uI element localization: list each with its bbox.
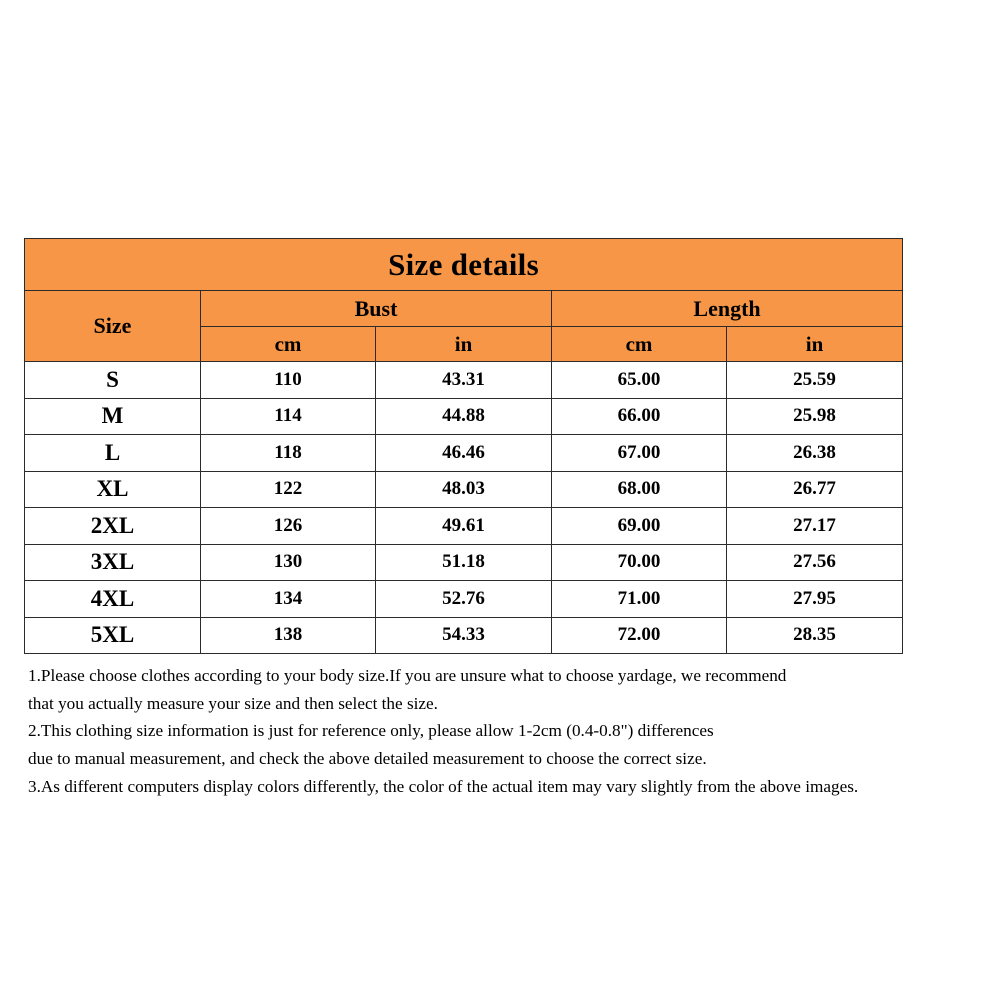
table-row [25,435,903,472]
group-header-row [25,291,903,327]
bust-in-cell: 54.33 [376,617,552,654]
length-in-cell: 27.17 [727,508,903,545]
length-in-header: in [727,327,903,362]
bust-in-cell: 52.76 [376,581,552,618]
bust-cm-cell: 130 [201,544,376,581]
length-in-cell: 28.35 [727,617,903,654]
size-label-cell: XL [25,471,201,508]
size-label-cell: 5XL [25,617,201,654]
bust-cm-cell: 110 [201,362,376,399]
bust-cm-cell: 114 [201,398,376,435]
length-in-cell: 27.56 [727,544,903,581]
table-row [25,581,903,618]
bust-in-cell: 46.46 [376,435,552,472]
length-group-header: Length [552,291,903,327]
size-label-cell: S [25,362,201,399]
length-in-cell: 25.98 [727,398,903,435]
table-row [25,508,903,545]
length-cm-cell: 69.00 [552,508,727,545]
bust-in-header: in [376,327,552,362]
note-line: 3.As different computers display colors differently, the color of the actual item may vary slightly from the above images. [28,776,859,796]
title-row [25,239,903,291]
size-label-cell: M [25,398,201,435]
table-title: Size details [25,239,903,291]
bust-cm-cell: 126 [201,508,376,545]
size-notes [28,662,993,801]
note-line: due to manual measurement, and check the above detailed measurement to choose the correct size. [28,749,707,769]
table-row [25,362,903,399]
size-label-cell: 2XL [25,508,201,545]
size-label-cell: 3XL [25,544,201,581]
length-cm-cell: 72.00 [552,617,727,654]
length-in-cell: 26.77 [727,471,903,508]
bust-in-cell: 43.31 [376,362,552,399]
note-line: that you actually measure your size and then select the size. [28,693,438,713]
size-label-cell: L [25,435,201,472]
size-table [24,238,903,654]
bust-in-cell: 44.88 [376,398,552,435]
length-cm-cell: 66.00 [552,398,727,435]
length-in-cell: 26.38 [727,435,903,472]
length-cm-cell: 68.00 [552,471,727,508]
bust-in-cell: 49.61 [376,508,552,545]
table-row [25,398,903,435]
bust-cm-cell: 134 [201,581,376,618]
table-row [25,544,903,581]
note-line: 2.This clothing size information is just for reference only, please allow 1-2cm (0.4-0.8") differences [28,721,714,741]
bust-in-cell: 51.18 [376,544,552,581]
length-in-cell: 25.59 [727,362,903,399]
length-cm-cell: 71.00 [552,581,727,618]
size-column-header: Size [25,291,201,362]
length-cm-cell: 70.00 [552,544,727,581]
bust-group-header: Bust [201,291,552,327]
bust-cm-cell: 122 [201,471,376,508]
note-line: 1.Please choose clothes according to your body size.If you are unsure what to choose yardage, we recommend [28,666,787,685]
length-cm-cell: 67.00 [552,435,727,472]
bust-cm-cell: 138 [201,617,376,654]
length-in-cell: 27.95 [727,581,903,618]
bust-cm-header: cm [201,327,376,362]
length-cm-cell: 65.00 [552,362,727,399]
size-rows [25,362,903,654]
table-row [25,471,903,508]
size-label-cell: 4XL [25,581,201,618]
length-cm-header: cm [552,327,727,362]
bust-cm-cell: 118 [201,435,376,472]
bust-in-cell: 48.03 [376,471,552,508]
table-row [25,617,903,654]
